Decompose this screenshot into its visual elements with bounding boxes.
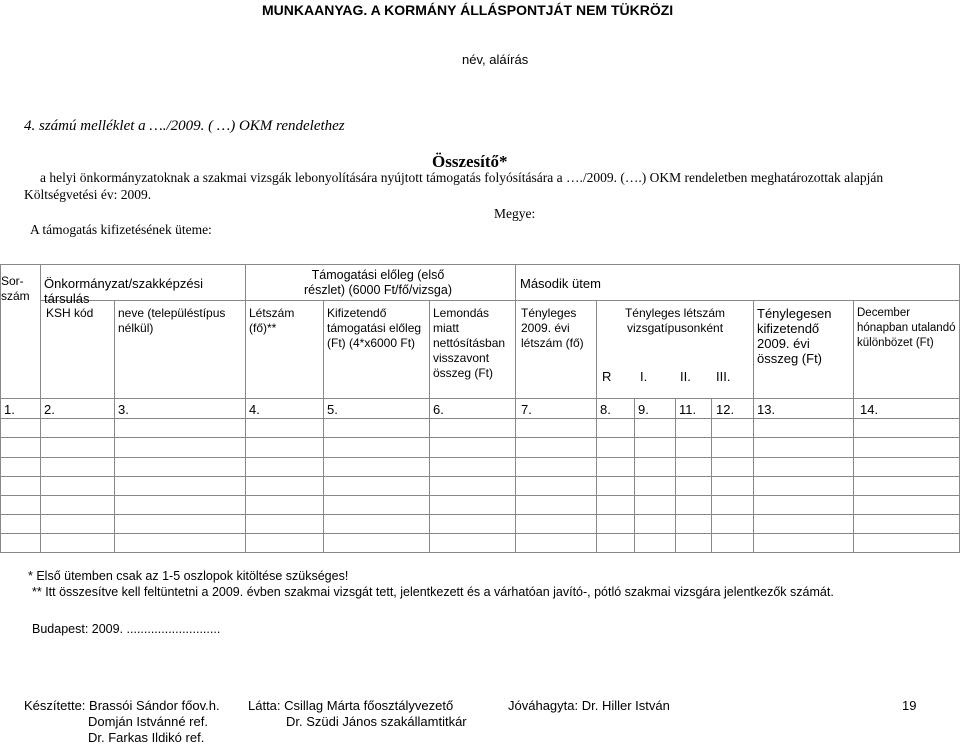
annex-reference: 4. számú melléklet a …./2009. ( …) OKM rendelethez bbox=[24, 118, 345, 134]
col-december-kulonbozet: December hónapban utalandó különbözet (Ft) bbox=[857, 307, 956, 349]
prepared-by-3: Dr. Farkas Ildikó ref. bbox=[88, 730, 205, 745]
vizsga-type-iii: III. bbox=[716, 369, 731, 384]
summary-table bbox=[0, 264, 960, 583]
payment-schedule-label: A támogatás kifizetésének üteme: bbox=[30, 222, 212, 237]
group-tamogatasi-eloleg: Támogatási előleg (első részlet) (6000 Ft/fő/vizsga) bbox=[304, 268, 452, 297]
col-lemondas: Lemondás miatt nettósításban visszavont összeg (Ft) bbox=[433, 306, 506, 380]
col-number: 8. bbox=[600, 402, 611, 417]
summary-title: Összesítő* bbox=[432, 152, 508, 171]
seen-by-2: Dr. Szüdi János szakállamtitkár bbox=[286, 714, 467, 729]
vizsga-type-ii: II. bbox=[680, 369, 691, 384]
col-sorszam: Sor-szám bbox=[1, 274, 30, 303]
vizsga-type-r: R bbox=[602, 369, 612, 384]
prepared-by-2: Domján Istvánné ref. bbox=[88, 714, 208, 729]
group-onkormanyzat: Önkormányzat/szakképzési társulás bbox=[44, 276, 203, 306]
vizsga-type-i: I. bbox=[640, 369, 648, 384]
col-number: 7. bbox=[521, 402, 532, 417]
summary-line-1: a helyi önkormányzatoknak a szakmai vizsgák lebonyolítására nyújtott támogatás folyósítására a …./2009. (….) OKM rendeletben meghatározottak alapján bbox=[40, 170, 884, 185]
footnote-2: ** Itt összesítve kell feltüntetni a 2009. évben szakmai vizsgát tett, jelentkezett és a várhatóan javító-, pótló szakmai vizsgára jelentkezők számát. bbox=[32, 585, 834, 599]
county-label: Megye: bbox=[494, 206, 536, 221]
prepared-by: Készítette: Brassói Sándor főov.h. bbox=[24, 698, 220, 713]
col-number: 2. bbox=[44, 402, 55, 417]
place-date: Budapest: 2009. ........................... bbox=[32, 622, 221, 636]
col-number: 13. bbox=[757, 402, 776, 417]
col-number: 4. bbox=[249, 402, 260, 417]
footnote-1: * Első ütemben csak az 1-5 oszlopok kitöltése szükséges! bbox=[28, 569, 349, 583]
col-number: 6. bbox=[433, 402, 444, 417]
col-letszam: Létszám (fő)** bbox=[249, 306, 295, 335]
seen-by: Látta: Csillag Márta főosztályvezető bbox=[248, 698, 454, 713]
budget-year: Költségvetési év: 2009. bbox=[24, 187, 152, 202]
col-number: 5. bbox=[327, 402, 338, 417]
col-vizsgatipus: Tényleges létszám vizsgatípusonként bbox=[624, 306, 726, 335]
col-number: 12. bbox=[716, 402, 735, 417]
col-number: 11. bbox=[679, 402, 697, 417]
col-neve: neve (településtípus nélkül) bbox=[118, 306, 226, 335]
col-tenyleges-letszam: Tényleges 2009. évi létszám (fő) bbox=[521, 306, 584, 350]
col-number: 9. bbox=[638, 402, 649, 417]
col-kifizetendo-eloleg: Kifizetendő támogatási előleg (Ft) (4*x6000 Ft) bbox=[327, 306, 422, 350]
col-ksh-kod: KSH kód bbox=[46, 306, 94, 320]
col-kifizetendo-2009: Ténylegesen kifizetendő 2009. évi összeg (Ft) bbox=[757, 306, 832, 366]
page-number: 19 bbox=[902, 698, 917, 713]
draft-banner: MUNKAANYAG. A KORMÁNY ÁLLÁSPONTJÁT NEM TÜKRÖZI bbox=[262, 2, 674, 18]
col-number: 14. bbox=[860, 402, 879, 417]
approved-by: Jóváhagyta: Dr. Hiller István bbox=[508, 698, 670, 713]
group-masodik-utem: Második ütem bbox=[520, 276, 601, 291]
col-number: 1. bbox=[4, 402, 15, 417]
col-number: 3. bbox=[118, 402, 129, 417]
signature-label: név, aláírás bbox=[462, 52, 529, 67]
